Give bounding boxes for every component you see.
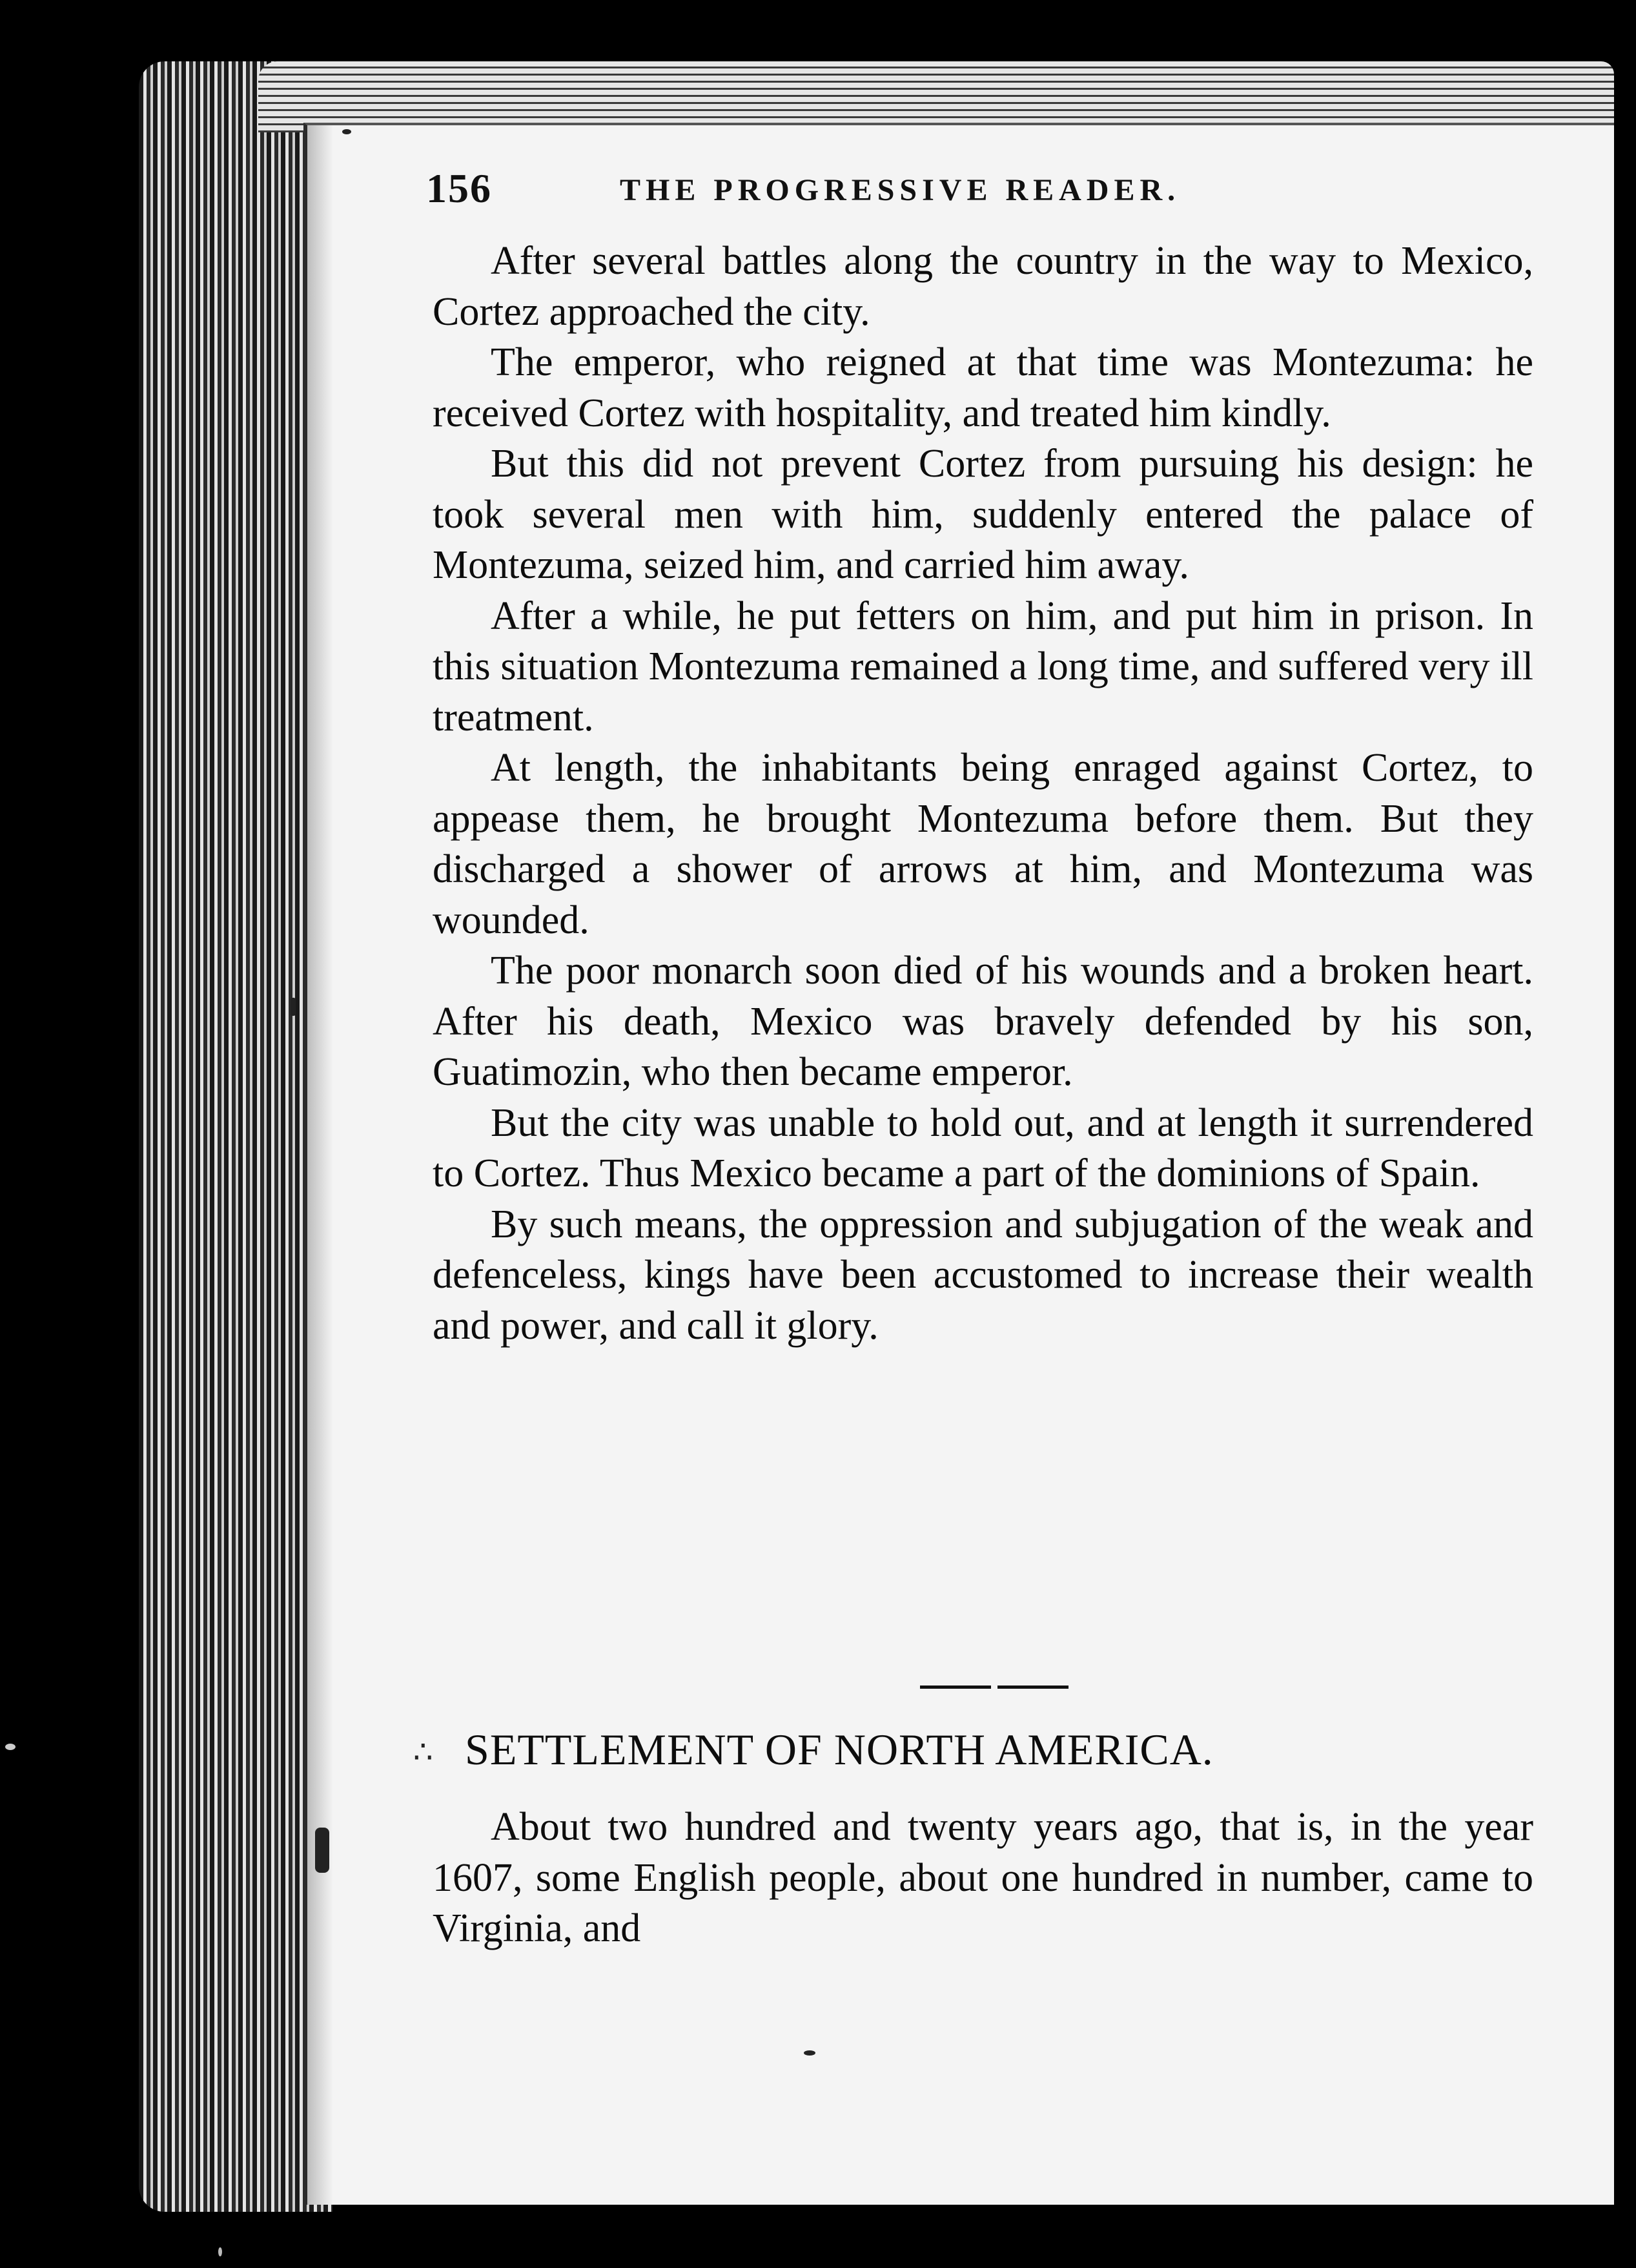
ornament-mark-icon: ∴: [413, 1735, 433, 1769]
page-header: [426, 165, 1537, 216]
running-head: THE PROGRESSIVE READER.: [620, 173, 1181, 207]
paragraph: At length, the inhabitants being enraged against Cortez, to appease them, he brought Montezuma before them. But they discharged a shower of arrows at him, and Montezuma was wounded.: [433, 746, 1533, 942]
paragraph: By such means, the oppression and subjugation of the weak and defenceless, kings have been accustomed to increase their wealth and power, and call it glory.: [433, 1202, 1533, 1348]
paragraph: But the city was unable to hold out, and at length it surrendered to Cortez. Thus Mexico became a part of the dominions of Spain.: [433, 1100, 1533, 1195]
body-text: [433, 236, 1533, 1351]
page-gutter-shadow: [307, 125, 333, 2205]
ink-speck: [291, 998, 296, 1016]
paragraph: After a while, he put fetters on him, and put him in prison. In this situation Montezuma remained a long time, and suffered very ill treatment.: [433, 593, 1533, 739]
paragraph: About two hundred and twenty years ago, that is, in the year 1607, some English people, about one hundred in number, came to Virginia, and: [433, 1805, 1533, 1950]
paragraph: The emperor, who reigned at that time was Montezuma: he received Cortez with hospitality, and treated him kindly.: [433, 340, 1533, 435]
page-edges-top: [258, 61, 1614, 132]
section-divider: [920, 1686, 1069, 1689]
ink-speck: [342, 129, 351, 134]
ink-speck: [804, 2050, 815, 2056]
page-number: 156: [426, 165, 492, 211]
section-title: SETTLEMENT OF NORTH AMERICA.: [465, 1725, 1214, 1774]
paragraph: But this did not prevent Cortez from pursuing his design: he took several men with him, suddenly entered the palace of Montezuma, seized him, and carried him away.: [433, 442, 1533, 587]
ink-speck: [5, 1744, 15, 1750]
ink-speck: [218, 2247, 222, 2256]
scan-border: [1614, 97, 1636, 2268]
ink-speck: [315, 1828, 329, 1873]
section-body-text: [433, 1802, 1533, 1954]
paragraph: After several battles along the country in the way to Mexico, Cortez approached the city.: [433, 239, 1533, 334]
paragraph: The poor monarch soon died of his wounds and a broken heart. After his death, Mexico was bravely defended by his son, Guatimozin, who then became emperor.: [433, 949, 1533, 1094]
